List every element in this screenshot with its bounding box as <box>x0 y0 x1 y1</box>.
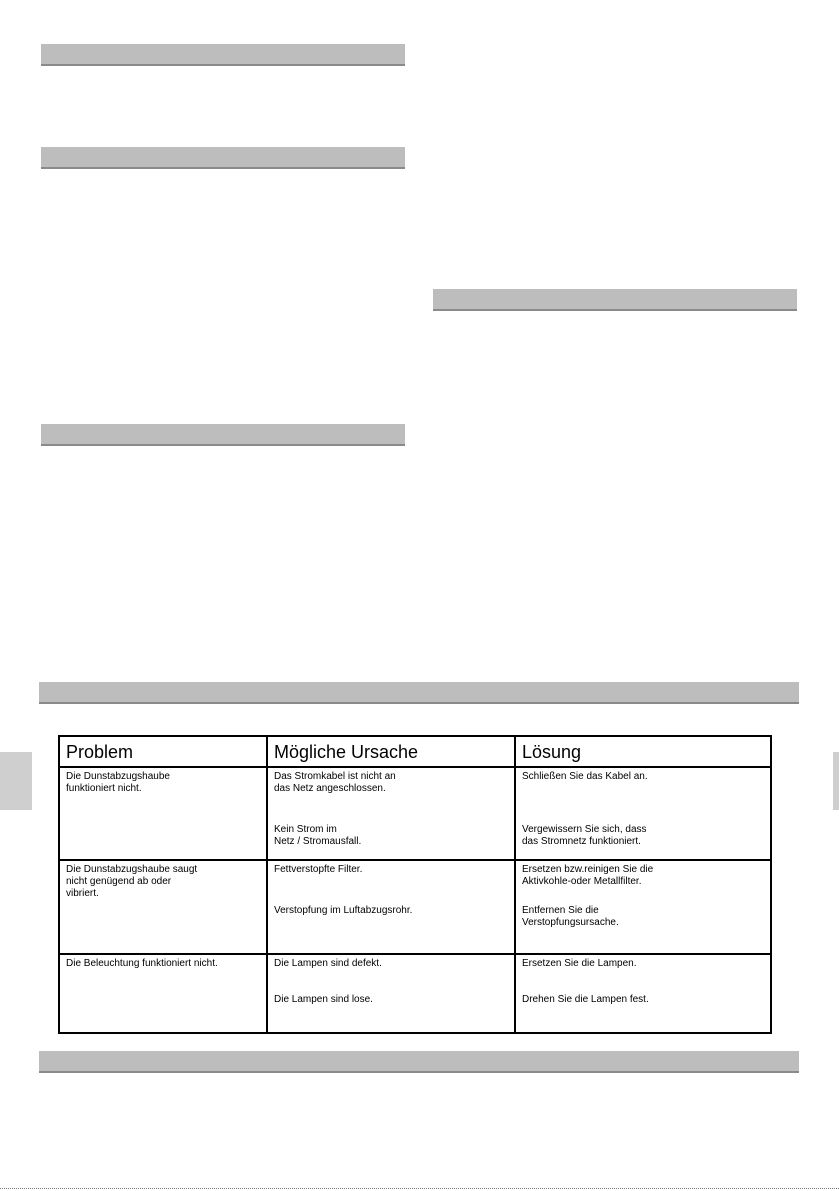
cause-line: Die Lampen sind defekt. <box>274 957 382 969</box>
cause-line: Fettverstopfte Filter. <box>274 864 363 876</box>
problem-cell <box>59 860 267 953</box>
solution-line: Drehen Sie die Lampen fest. <box>522 993 649 1005</box>
solution-line: das Stromnetz funktioniert. <box>522 836 641 847</box>
solution-line: Entfernen Sie die <box>522 905 599 917</box>
problem-cell <box>59 954 267 1033</box>
cause-cell <box>267 954 515 1033</box>
solution-line: Aktivkohle-oder Metallfilter. <box>522 876 642 888</box>
table-header-row <box>59 736 771 767</box>
solution-line: Vergewissern Sie sich, dass <box>522 824 647 835</box>
language-side-tab-left <box>0 752 32 810</box>
troubleshooting-table <box>58 735 772 1034</box>
header-cause: Mögliche Ursache <box>267 736 515 767</box>
cause-line: Verstopfung im Luftabzugsrohr. <box>274 905 413 917</box>
header-problem: Problem <box>59 736 267 767</box>
solution-cell <box>515 954 771 1033</box>
section-header-bar-2 <box>41 147 405 169</box>
table-row <box>59 954 771 1033</box>
cause-line: Netz / Stromausfall. <box>274 836 362 847</box>
solution-line: Schließen Sie das Kabel an. <box>522 771 648 782</box>
cause-cell <box>267 767 515 860</box>
section-header-bar-wide-1 <box>39 682 799 704</box>
language-side-tab-right <box>833 752 839 810</box>
cause-cell <box>267 860 515 953</box>
problem-line: vibriert. <box>66 888 99 900</box>
solution-line: Ersetzen Sie die Lampen. <box>522 957 637 969</box>
solution-line: Ersetzen bzw.reinigen Sie die <box>522 864 654 876</box>
cause-line: Die Lampen sind lose. <box>274 993 373 1005</box>
solution-cell <box>515 767 771 860</box>
section-header-bar-3 <box>433 289 797 311</box>
table-row <box>59 860 771 953</box>
solution-cell <box>515 860 771 953</box>
problem-cell <box>59 767 267 860</box>
problem-line: Die Dunstabzugshaube saugt <box>66 864 198 876</box>
problem-line: nicht genügend ab oder <box>66 876 172 888</box>
header-solution: Lösung <box>515 736 771 767</box>
section-header-bar-4 <box>41 424 405 446</box>
section-header-bar-1 <box>41 44 405 66</box>
problem-line: Die Beleuchtung funktioniert nicht. <box>66 957 218 969</box>
solution-line: Verstopfungsursache. <box>522 917 619 929</box>
cause-line: Das Stromkabel ist nicht an <box>274 771 396 782</box>
table-row <box>59 767 771 860</box>
section-header-bar-wide-2 <box>39 1051 799 1073</box>
page-bottom-divider <box>0 1188 839 1189</box>
cause-line: das Netz angeschlossen. <box>274 783 386 794</box>
problem-line: Die Dunstabzugshaube <box>66 771 170 782</box>
cause-line: Kein Strom im <box>274 824 337 835</box>
problem-line: funktioniert nicht. <box>66 783 142 794</box>
